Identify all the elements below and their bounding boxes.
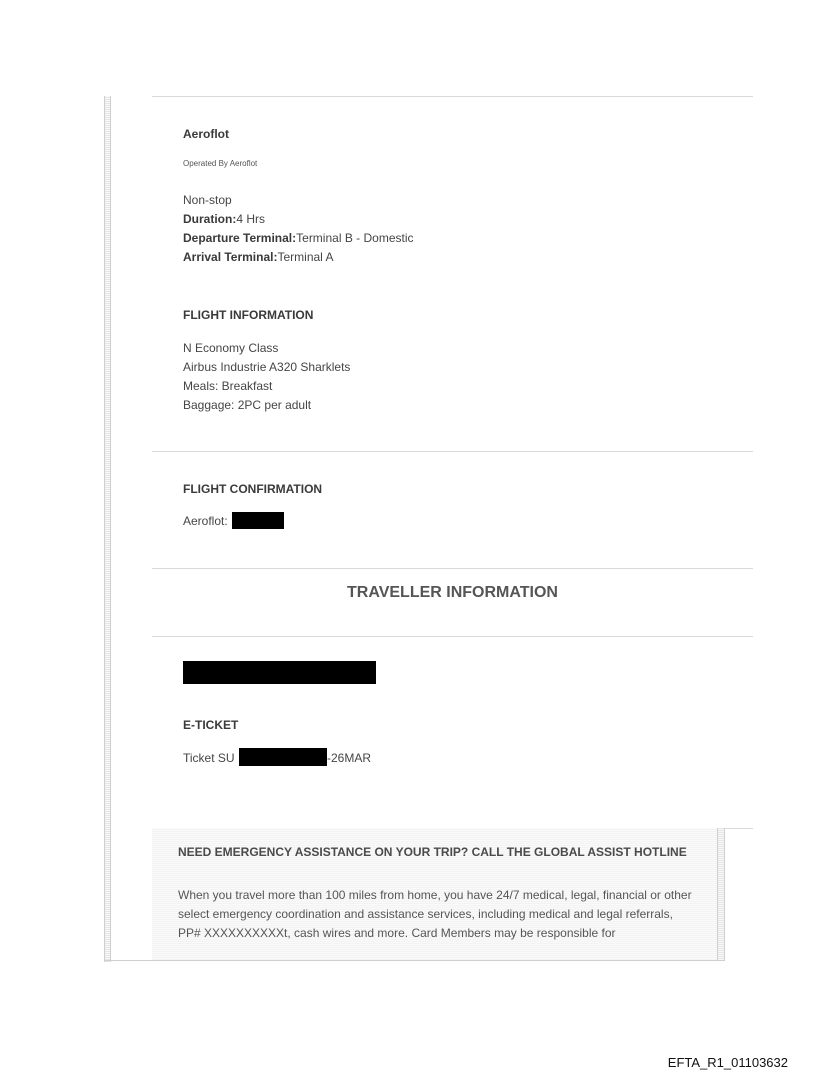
- divider: [152, 96, 753, 97]
- ticket-suffix: -26MAR: [327, 751, 372, 765]
- emergency-body: When you travel more than 100 miles from home, you have 24/7 medical, legal, financial or other select emergency coordination and assistance services, including medical and legal referrals, PP# XXXXXXXXXXt, cash wires and more. Card Members may be responsible for: [178, 888, 692, 940]
- arrival-terminal-label: Arrival Terminal:: [183, 250, 278, 264]
- duration-label: Duration:: [183, 212, 237, 226]
- duration-value: 4 Hrs: [236, 212, 265, 226]
- ticket-number-redaction: [239, 748, 327, 766]
- confirmation-label: Aeroflot:: [183, 514, 228, 528]
- arrival-terminal-value: Terminal A: [277, 250, 334, 264]
- airline-name: Aeroflot: [183, 127, 229, 141]
- departure-terminal-row: [183, 231, 414, 246]
- ticket-prefix: Ticket SU: [183, 751, 235, 765]
- eticket-heading: E-TICKET: [183, 718, 239, 732]
- divider: [152, 568, 753, 569]
- duration-row: [183, 212, 265, 227]
- traveller-name-redaction: [183, 661, 376, 684]
- arrival-terminal-row: [183, 250, 334, 265]
- bottom-border: [104, 960, 724, 961]
- flight-confirmation-heading: FLIGHT CONFIRMATION: [183, 482, 323, 496]
- departure-terminal-label: Departure Terminal:: [183, 231, 297, 245]
- divider: [152, 636, 753, 637]
- redaction-block: [232, 512, 284, 529]
- flight-info-baggage: Baggage: 2PC per adult: [183, 398, 312, 412]
- emergency-box-right-edge: [717, 828, 725, 961]
- divider: [152, 451, 753, 452]
- stops: Non-stop: [183, 193, 232, 207]
- emergency-title: NEED EMERGENCY ASSISTANCE ON YOUR TRIP? CALL THE GLOBAL ASSIST HOTLINE: [178, 845, 687, 859]
- flight-info-aircraft: Airbus Industrie A320 Sharklets: [183, 360, 351, 374]
- traveller-information-heading: TRAVELLER INFORMATION: [347, 584, 558, 601]
- flight-information-heading: FLIGHT INFORMATION: [183, 308, 314, 322]
- departure-terminal-value: Terminal B - Domestic: [296, 231, 414, 245]
- flight-info-meals: Meals: Breakfast: [183, 379, 273, 393]
- operated-by: Operated By Aeroflot: [183, 159, 258, 168]
- left-border-bar: [104, 96, 111, 962]
- flight-info-class: N Economy Class: [183, 341, 279, 355]
- document-id: EFTA_R1_01103632: [667, 1055, 788, 1070]
